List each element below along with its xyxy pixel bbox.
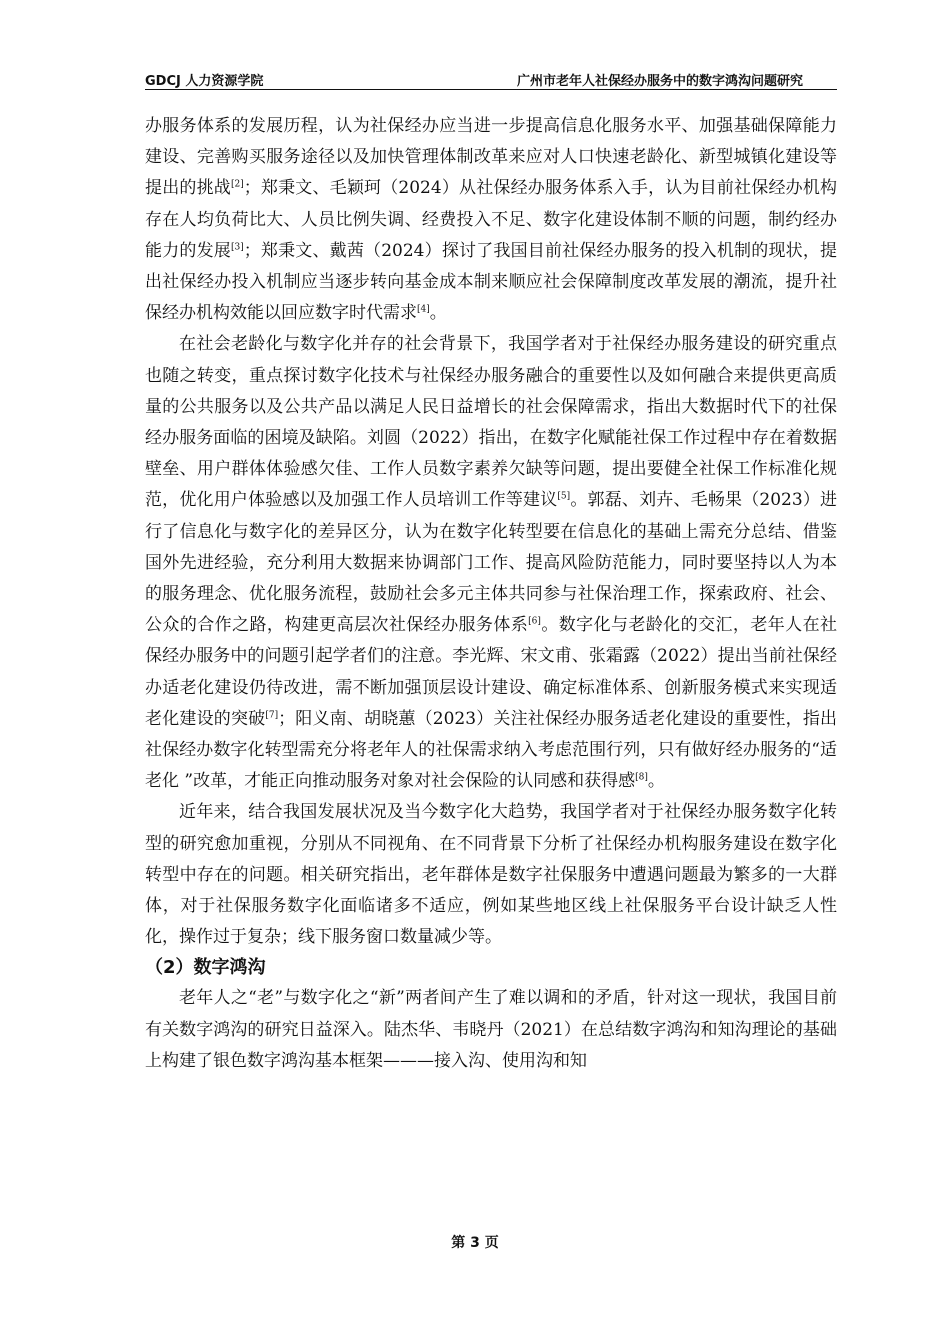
citation-ref: [3] <box>230 242 244 253</box>
citation-ref: [2] <box>230 179 244 190</box>
paragraph-text: 。数字化与老龄化的交汇，老年人在社保经办服务中的问题引起学者们的注意。李光辉、宋文甫、张霜露（2022）提出当前社保经办适老化建设仍待改进，需不断加强顶层设计建设、确定标准体系、创新服务模式来实现适老化建设的突破 <box>145 615 838 729</box>
citation-ref: [5] <box>557 491 571 502</box>
paragraph-text: 近年来，结合我国发展状况及当今数字化大趋势，我国学者对于社保经办服务数字化转型的研究愈加重视，分别从不同视角、在不同背景下分析了社保经办机构服务建设在数字化转型中存在的问题。相关研究指出，老年群体是数字社保服务中遭遇问题最为繁多的一大群体，对于社保服务数字化面临诸多不适应，例如某些地区线上社保服务平台设计缺乏人性化，操作过于复杂；线下服务窗口数量减少等。 <box>145 802 837 948</box>
paragraph-text: 老年人之“老”与数字化之“新”两者间产生了难以调和的矛盾，针对这一现状，我国目前有关数字鸿沟的研究日益深入。陆杰华、韦晓丹（2021）在总结数字鸿沟和知沟理论的基础上构建了银色数字鸿沟基本框架———接入沟、使用沟和知 <box>145 988 837 1071</box>
page-header <box>145 70 837 90</box>
paragraph-text: 。 <box>429 303 447 324</box>
paragraph-text: 。 <box>647 771 665 792</box>
paragraph-text: ；阳义南、胡晓蕙（2023）关注社保经办服务适老化建设的重要性，指出社保经办数字化转型需充分将老年人的社保需求纳入考虑范围行列，只有做好经办服务的“适老化 ”改革，才能正向推动服务对象对社会保险的认同感和获得感 <box>145 708 838 792</box>
paragraph <box>145 797 837 953</box>
paragraph <box>145 111 837 329</box>
section-heading: （2）数字鸿沟 <box>145 957 266 979</box>
page-number: 第 3 页 <box>451 1235 499 1251</box>
paragraph <box>145 329 837 797</box>
header-school: GDCJ 人力资源学院 <box>145 74 264 89</box>
body-text <box>145 111 837 1077</box>
paragraph <box>145 983 837 1077</box>
paragraph-text: 在社会老龄化与数字化并存的社会背景下，我国学者对于社保经办服务建设的研究重点也随之转变，重点探讨数字化技术与社保经办服务融合的重要性以及如何融合来提供更高质量的公共服务以及公共产品以满足人民日益增长的社会保障需求，指出大数据时代下的社保经办服务面临的困境及缺陷。刘圆（2022）指出，在数字化赋能社保工作过程中存在着数据壁垒、用户群体体验感欠佳、工作人员数字素养欠缺等问题，提出要健全社保工作标准化规范，优化用户体验感以及加强工作人员培训工作等建议 <box>145 334 837 511</box>
paragraph-group <box>145 111 837 953</box>
paragraph-text: ；郑秉文、毛颖珂（2024）从社保经办服务体系入手，认为目前社保经办机构存在人均负荷比大、人员比例失调、经费投入不足、数字化建设体制不顺的问题，制约经办能力的发展 <box>145 178 838 261</box>
citation-ref: [8] <box>635 772 648 783</box>
paragraph-text: 。郭磊、刘卉、毛畅果（2023）进行了信息化与数字化的差异区分，认为在数字化转型要在信息化的基础上需充分总结、借鉴国外先进经验，充分利用大数据来协调部门工作、提高风险防范能力，同时要坚持以人为本的服务理念、优化服务流程，鼓励社会多元主体共同参与社保治理工作，探索政府、社会、公众的合作之路，构建更高层次社保经办服务体系 <box>145 490 838 636</box>
header-paper-title: 广州市老年人社保经办服务中的数字鸿沟问题研究 <box>516 74 803 89</box>
citation-ref: [7] <box>265 710 279 721</box>
paragraph-group <box>145 983 837 1077</box>
citation-ref: [4] <box>417 304 430 315</box>
paragraph-text: ；郑秉文、戴茜（2024）探讨了我国目前社保经办服务的投入机制的现状，提出社保经办投入机制应当逐步转向基金成本制来顺应社会保障制度改革发展的潮流，提升社保经办机构效能以回应数字时代需求 <box>145 240 838 324</box>
citation-ref: [6] <box>528 616 541 627</box>
paragraph-text: 办服务体系的发展历程，认为社保经办应当进一步提高信息化服务水平、加强基础保障能力建设、完善购买服务途径以及加快管理体制改革来应对人口快速老龄化、新型城镇化建设等提出的挑战 <box>145 116 837 199</box>
